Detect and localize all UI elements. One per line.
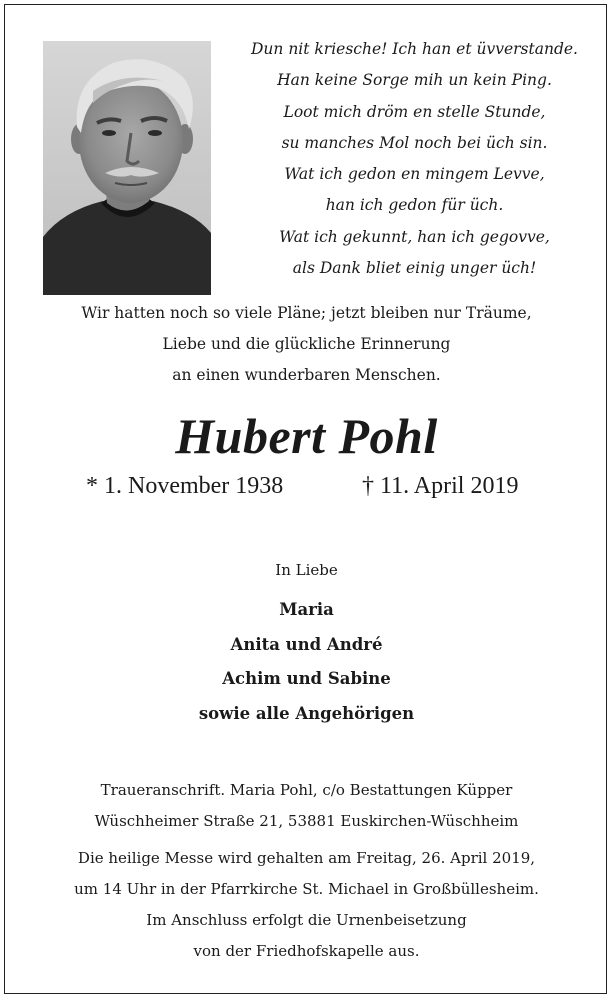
funeral-mass-info — [0, 843, 613, 967]
poem-line: Dun nit kriesche! Ich han et üvverstande. — [251, 40, 578, 58]
address-line: Wüschheimer Straße 21, 53881 Euskirchen-Wüschheim — [94, 812, 519, 830]
death-date: † 11. April 2019 — [362, 473, 519, 499]
mourners-list — [0, 593, 613, 731]
mass-line: Im Anschluss erfolgt die Urnenbeisetzung — [146, 911, 467, 929]
poem-line: Loot mich dröm en stelle Stunde, — [283, 102, 546, 121]
mourner-name: sowie alle Angehörigen — [198, 703, 415, 723]
intro-line: Liebe und die glückliche Erinnerung — [162, 335, 451, 353]
mass-line: von der Friedhofskapelle aus. — [193, 942, 420, 960]
portrait-photo — [43, 41, 211, 295]
intro-line: an einen wunderbaren Menschen. — [172, 366, 441, 384]
poem-line: als Dank bliet einig unger üch! — [292, 259, 537, 278]
intro-text — [0, 298, 613, 391]
intro-line: Wir hatten noch so viele Pläne; jetzt bleiben nur Träume, — [81, 304, 532, 322]
mourning-address — [0, 775, 613, 837]
mourner-name: Anita und André — [230, 634, 383, 654]
birth-date: * 1. November 1938 — [86, 473, 284, 499]
mass-line: um 14 Uhr in der Pfarrkirche St. Michael in Großbüllesheim. — [74, 880, 539, 898]
mass-line: Die heilige Messe wird gehalten am Freitag, 26. April 2019, — [77, 849, 536, 867]
poem-line: su manches Mol noch bei üch sin. — [281, 133, 548, 152]
poem-line: Han keine Sorge mih un kein Ping. — [277, 71, 552, 90]
poem — [222, 34, 607, 284]
mourner-name: Achim und Sabine — [222, 669, 391, 688]
poem-line: Wat ich gekunnt, han ich gegovve, — [279, 227, 550, 246]
poem-line: Wat ich gedon en mingem Levve, — [284, 165, 545, 184]
deceased-name: Hubert Pohl — [175, 408, 438, 464]
mourner-name: Maria — [279, 600, 334, 619]
poem-line: han ich gedon für üch. — [325, 196, 504, 215]
in-liebe-label: In Liebe — [275, 561, 338, 579]
address-line: Traueranschrift. Maria Pohl, c/o Bestattungen Küpper — [100, 781, 513, 799]
